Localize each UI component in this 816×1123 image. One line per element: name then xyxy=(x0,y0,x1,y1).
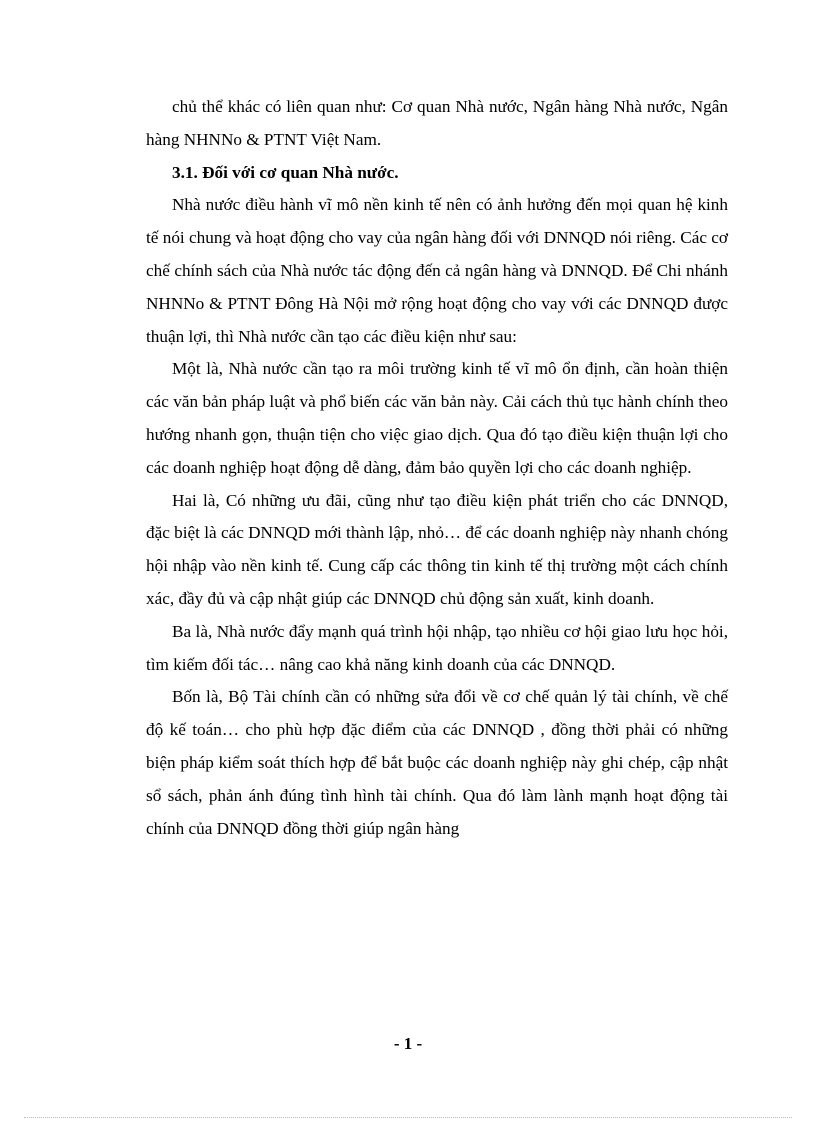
paragraph-hai-la: Hai là, Có những ưu đãi, cũng như tạo điều kiện phát triển cho các DNNQD, đặc biệt là các DNNQD mới thành lập, nhỏ… để các doanh nghiệp này nhanh chóng hội nhập vào nền kinh tế. Cung cấp các thông tin kinh tế thị trường một cách chính xác, đầy đủ và cập nhật giúp các DNNQD chủ động sản xuất, kinh doanh. xyxy=(146,490,728,608)
paragraph-ba-la: Ba là, Nhà nước đẩy mạnh quá trình hội nhập, tạo nhiều cơ hội giao lưu học hỏi, tìm kiếm đối tác… nâng cao khả năng kinh doanh của các DNNQD. xyxy=(146,621,728,674)
paragraph-continuation: chủ thể khác có liên quan như: Cơ quan Nhà nước, Ngân hàng Nhà nước, Ngân hàng NHNNo & PTNT Việt Nam. xyxy=(146,97,728,149)
page-number: - 1 - xyxy=(393,1034,423,1053)
section-heading: 3.1. Đối với cơ quan Nhà nước. xyxy=(172,162,399,182)
document-body xyxy=(146,91,728,845)
paragraph-intro: Nhà nước điều hành vĩ mô nền kinh tế nên có ảnh hưởng đến mọi quan hệ kinh tế nói chung và hoạt động cho vay của ngân hàng đối với DNNQD nói riêng. Các cơ chế chính sách của Nhà nước tác động đến cả ngân hàng và DNNQD. Để Chi nhánh NHNNo & PTNT Đông Hà Nội mở rộng hoạt động cho vay với các DNNQD được thuận lợi, thì Nhà nước cần tạo các điều kiện như sau: xyxy=(146,195,728,346)
page-bottom-divider xyxy=(24,1117,792,1118)
paragraph-mot-la: Một là, Nhà nước cần tạo ra môi trường kinh tế vĩ mô ổn định, cần hoàn thiện các văn bản pháp luật và phổ biến các văn bản này. Cải cách thủ tục hành chính theo hướng nhanh gọn, thuận tiện cho việc giao dịch. Qua đó tạo điều kiện thuận lợi cho các doanh nghiệp hoạt động dễ dàng, đảm bảo quyền lợi cho các doanh nghiệp. xyxy=(146,359,728,477)
paragraph-bon-la: Bốn là, Bộ Tài chính cần có những sửa đổi về cơ chế quản lý tài chính, về chế độ kế toán… cho phù hợp đặc điểm của các DNNQD , đồng thời phải có những biện pháp kiểm soát thích hợp để bắt buộc các doanh nghiệp này ghi chép, cập nhật sổ sách, phản ánh đúng tình hình tài chính. Qua đó làm lành mạnh hoạt động tài chính của DNNQD đồng thời giúp ngân hàng xyxy=(146,687,728,838)
